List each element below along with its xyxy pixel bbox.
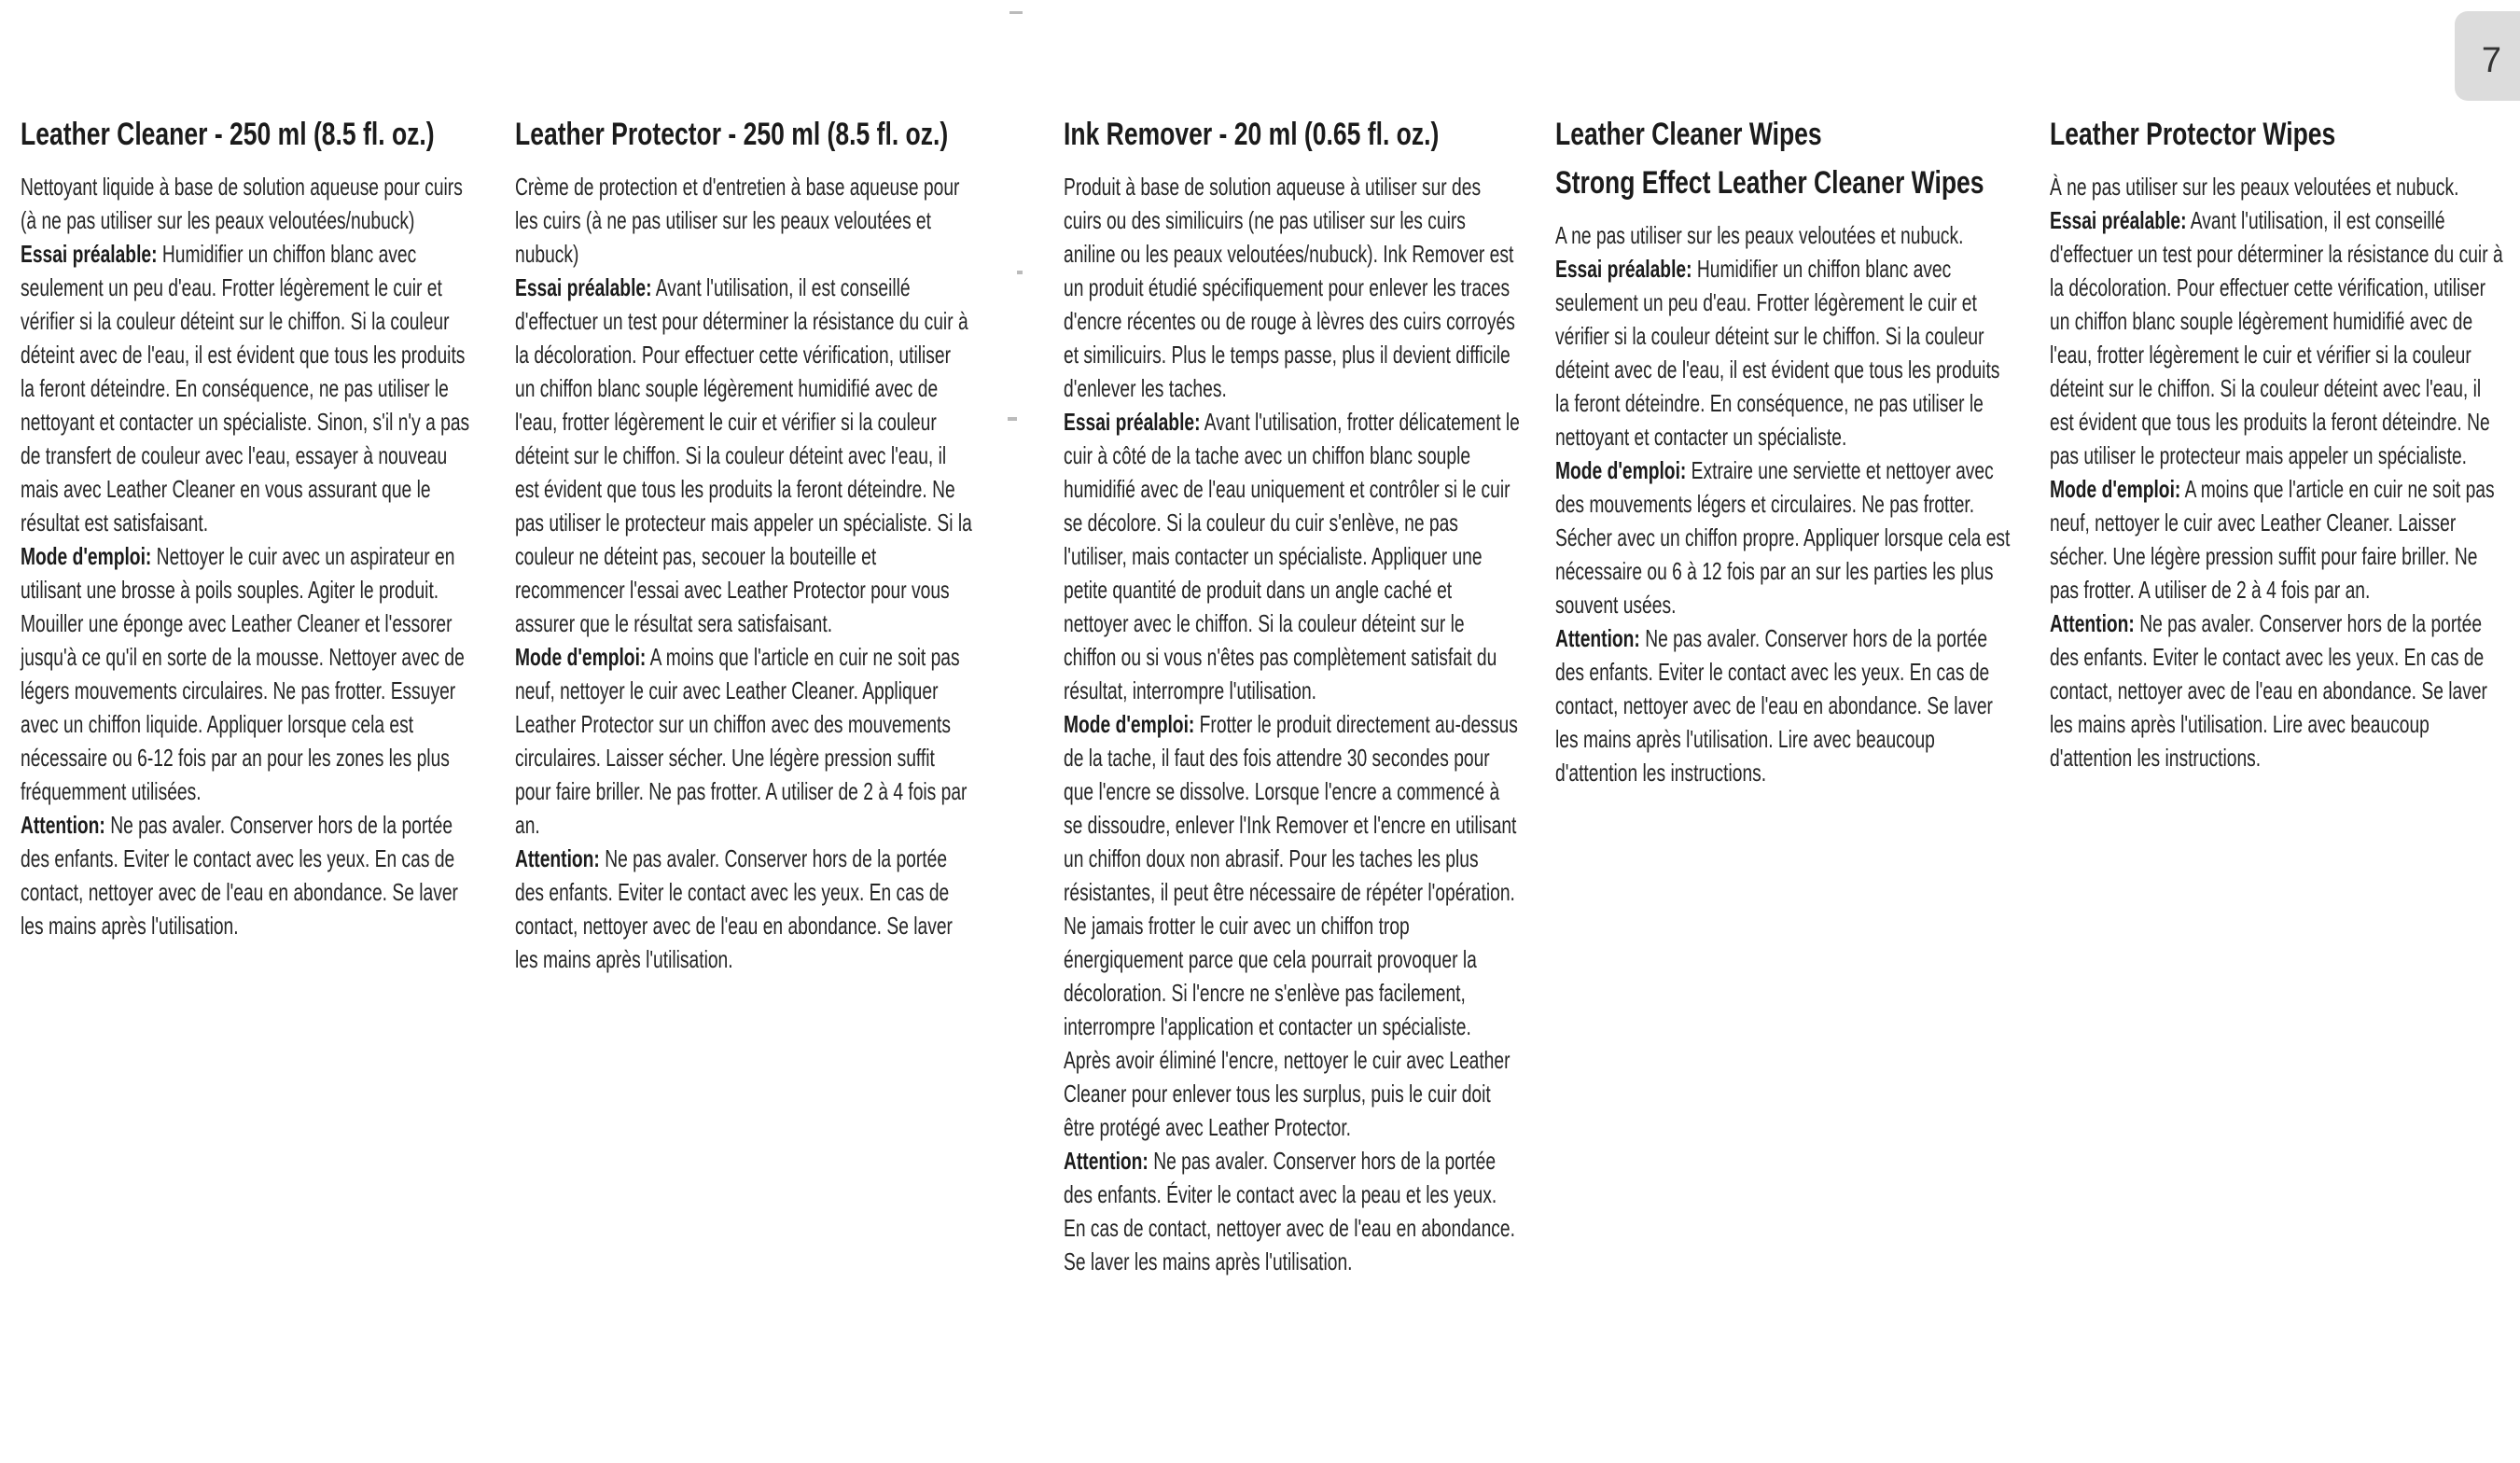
intro-text	[2050, 170, 2507, 774]
test-label: Essai préalable:	[1064, 408, 1201, 436]
column-subtitle: Strong Effect Leather Cleaner Wipes	[1555, 165, 1984, 201]
column-ink-remover	[1064, 110, 1521, 1278]
test-text: Avant l'utilisation, frotter délicatement le cuir à côté de la tache avec un chiffon blanc souple humidifié avec de l'eau uniquement et contrôler si le cuir se décolore. Si la couleur du cuir s'enlève, ne pas l'utiliser, mais contacter un spécialiste. Appliquer une petite quantité de produit dans un angle caché et nettoyer avec le chiffon. Si la couleur déteint sur le chiffon ou si vous n'êtes pas complètement satisfait du résultat, interrompre l'utilisation.	[1064, 408, 1520, 704]
attention-label: Attention:	[2050, 609, 2135, 637]
intro-text-body: À ne pas utiliser sur les peaux veloutées et nubuck.	[2050, 173, 2459, 201]
page-number: 7	[2481, 41, 2501, 80]
column-leather-cleaner-wipes	[1555, 110, 2012, 789]
test-label: Essai préalable:	[2050, 206, 2187, 234]
usage-label: Mode d'emploi:	[515, 643, 647, 671]
attention-text: Ne pas avaler. Conserver hors de la portée des enfants. Eviter le contact avec les yeux. En cas de contact, nettoyer avec de l'eau en abondance. Se laver les mains après l'utilisation.	[21, 811, 458, 940]
fold-mark	[1009, 11, 1023, 14]
test-text: Humidifier un chiffon blanc avec seulement un peu d'eau. Frotter légèrement le cuir et vérifier si la couleur déteint sur le chiffon. Si la couleur déteint avec de l'eau, il est évident que tous les produits la feront déteindre. En conséquence, ne pas utiliser le nettoyant et contacter un spécialiste.	[1555, 255, 2000, 451]
column-title: Leather Protector Wipes	[2050, 117, 2336, 152]
usage-label: Mode d'emploi:	[21, 542, 152, 570]
usage-text: Extraire une serviette et nettoyer avec des mouvements légers et circulaires. Ne pas frotter. Sécher avec un chiffon propre. Appliquer lorsque cela est nécessaire ou 6 à 12 fois par an sur les parties les plus souvent usées.	[1555, 456, 2011, 619]
intro-text-body: A ne pas utiliser sur les peaux veloutées et nubuck.	[1555, 221, 1964, 249]
usage-label: Mode d'emploi:	[2050, 475, 2181, 503]
attention-text: Ne pas avaler. Conserver hors de la portée des enfants. Eviter le contact avec les yeux. En cas de contact, nettoyer avec de l'eau en abondance. Se laver les mains après l'utilisation. Lire avec beaucoup d'attention les instructions.	[2050, 609, 2487, 772]
column-leather-protector	[515, 110, 972, 976]
attention-label: Attention:	[1555, 624, 1640, 652]
fold-mark	[1008, 417, 1017, 421]
intro-text-body: Produit à base de solution aqueuse à utiliser sur des cuirs ou des similicuirs (ne pas utiliser sur les cuirs aniline ou les peaux veloutées/nubuck). Ink Remover est un produit étudié spécifiquement pour enlever les traces d'encre récentes ou de rouge à lèvres des cuirs corroyés et similicuirs. Plus le temps passe, plus il devient difficile d'enlever les taches.	[1064, 173, 1515, 402]
usage-label: Mode d'emploi:	[1555, 456, 1687, 484]
attention-label: Attention:	[515, 844, 600, 872]
column-leather-protector-wipes	[2050, 110, 2507, 774]
intro-text	[1555, 218, 2012, 789]
test-text: Avant l'utilisation, il est conseillé d'effectuer un test pour déterminer la résistance du cuir à la décoloration. Pour effectuer cette vérification, utiliser un chiffon blanc souple légèrement humidifié avec de l'eau, frotter légèrement le cuir et vérifier si la couleur déteint sur le chiffon. Si la couleur déteint avec l'eau, il est évident que tous les produits la feront déteindre. Ne pas utiliser le protecteur mais appeler un spécialiste. Si la couleur ne déteint pas, secouer la bouteille et recommencer l'essai avec Leather Protector pour vous assurer que le résultat sera satisfaisant.	[515, 273, 972, 637]
attention-text: Ne pas avaler. Conserver hors de la portée des enfants. Eviter le contact avec les yeux. En cas de contact, nettoyer avec de l'eau en abondance. Se laver les mains après l'utilisation. Lire avec beaucoup d'attention les instructions.	[1555, 624, 1993, 787]
usage-text: Frotter le produit directement au-dessus de la tache, il faut des fois attendre 30 secondes pour que l'encre se dissolve. Lorsque l'encre a commencé à se dissoudre, enlever l'Ink Remover et l'encre en utilisant un chiffon doux non abrasif. Pour les taches les plus résistantes, il peut être nécessaire de répéter l'opération.	[1064, 710, 1518, 906]
column-leather-cleaner	[21, 110, 478, 942]
test-text: Avant l'utilisation, il est conseillé d'effectuer un test pour déterminer la résistance du cuir à la décoloration. Pour effectuer cette vérification, utiliser un chiffon blanc souple légèrement humidifié avec de l'eau, frotter légèrement le cuir et vérifier si la couleur déteint sur le chiffon. Si la couleur déteint avec l'eau, il est évident que tous les produits la feront déteindre. Ne pas utiliser le protecteur mais appeler un spécialiste.	[2050, 206, 2503, 469]
intro-text	[515, 170, 972, 976]
usage-text: A moins que l'article en cuir ne soit pas neuf, nettoyer le cuir avec Leather Cleaner. Laisser sécher. Une légère pression suffit pour faire briller. Ne pas frotter. A utiliser de 2 à 4 fois par an.	[2050, 475, 2495, 604]
test-label: Essai préalable:	[21, 240, 158, 268]
attention-text: Ne pas avaler. Conserver hors de la portée des enfants. Eviter le contact avec les yeux. En cas de contact, nettoyer avec de l'eau en abondance. Se laver les mains après l'utilisation.	[515, 844, 953, 973]
intro-text-body: Crème de protection et d'entretien à base aqueuse pour les cuirs (à ne pas utiliser sur les peaux veloutées et nubuck)	[515, 173, 960, 268]
test-label: Essai préalable:	[515, 273, 652, 301]
fold-mark	[1017, 271, 1023, 274]
test-label: Essai préalable:	[1555, 255, 1692, 283]
column-title: Leather Cleaner - 250 ml (8.5 fl. oz.)	[21, 117, 435, 152]
intro-text	[21, 170, 478, 942]
intro-text	[1064, 170, 1521, 1278]
extra-text: Ne jamais frotter le cuir avec un chiffon trop énergiquement parce que cela pourrait provoquer la décoloration. Si l'encre ne s'enlève pas facilement, interrompre l'application et contacter un spécialiste. Après avoir éliminé l'encre, nettoyer le cuir avec Leather Cleaner pour enlever tous les surplus, puis le cuir doit être protégé avec Leather Protector.	[1064, 912, 1511, 1141]
attention-label: Attention:	[21, 811, 105, 839]
test-text: Humidifier un chiffon blanc avec seulement un peu d'eau. Frotter légèrement le cuir et vérifier si la couleur déteint sur le chiffon. Si la couleur déteint avec de l'eau, il est évident que tous les produits la feront déteindre. En conséquence, ne pas utiliser le nettoyant et contacter un spécialiste. Sinon, s'il n'y a pas de transfert de couleur avec l'eau, essayer à nouveau mais avec Leather Cleaner en vous assurant que le résultat est satisfaisant.	[21, 240, 470, 536]
column-title: Leather Protector - 250 ml (8.5 fl. oz.)	[515, 117, 949, 152]
usage-text: A moins que l'article en cuir ne soit pas neuf, nettoyer le cuir avec Leather Cleaner. Appliquer Leather Protector sur un chiffon avec des mouvements circulaires. Laisser sécher. Une légère pression suffit pour faire briller. Ne pas frotter. A utiliser de 2 à 4 fois par an.	[515, 643, 968, 839]
usage-label: Mode d'emploi:	[1064, 710, 1195, 738]
column-title: Ink Remover - 20 ml (0.65 fl. oz.)	[1064, 117, 1440, 152]
attention-label: Attention:	[1064, 1147, 1149, 1175]
usage-text: Nettoyer le cuir avec un aspirateur en utilisant une brosse à poils souples. Agiter le produit. Mouiller une éponge avec Leather Cleaner et l'essorer jusqu'à ce qu'il en sorte de la mousse. Nettoyer avec de légers mouvements circulaires. Ne pas frotter. Essuyer avec un chiffon liquide. Appliquer lorsque cela est nécessaire ou 6-12 fois par an pour les zones les plus fréquemment utilisées.	[21, 542, 465, 805]
attention-text: Ne pas avaler. Conserver hors de la portée des enfants. Éviter le contact avec la peau et les yeux. En cas de contact, nettoyer avec de l'eau en abondance. Se laver les mains après l'utilisation.	[1064, 1147, 1515, 1275]
intro-text-body: Nettoyant liquide à base de solution aqueuse pour cuirs (à ne pas utiliser sur les peaux veloutées/nubuck)	[21, 173, 463, 234]
column-title: Leather Cleaner Wipes	[1555, 117, 1822, 152]
